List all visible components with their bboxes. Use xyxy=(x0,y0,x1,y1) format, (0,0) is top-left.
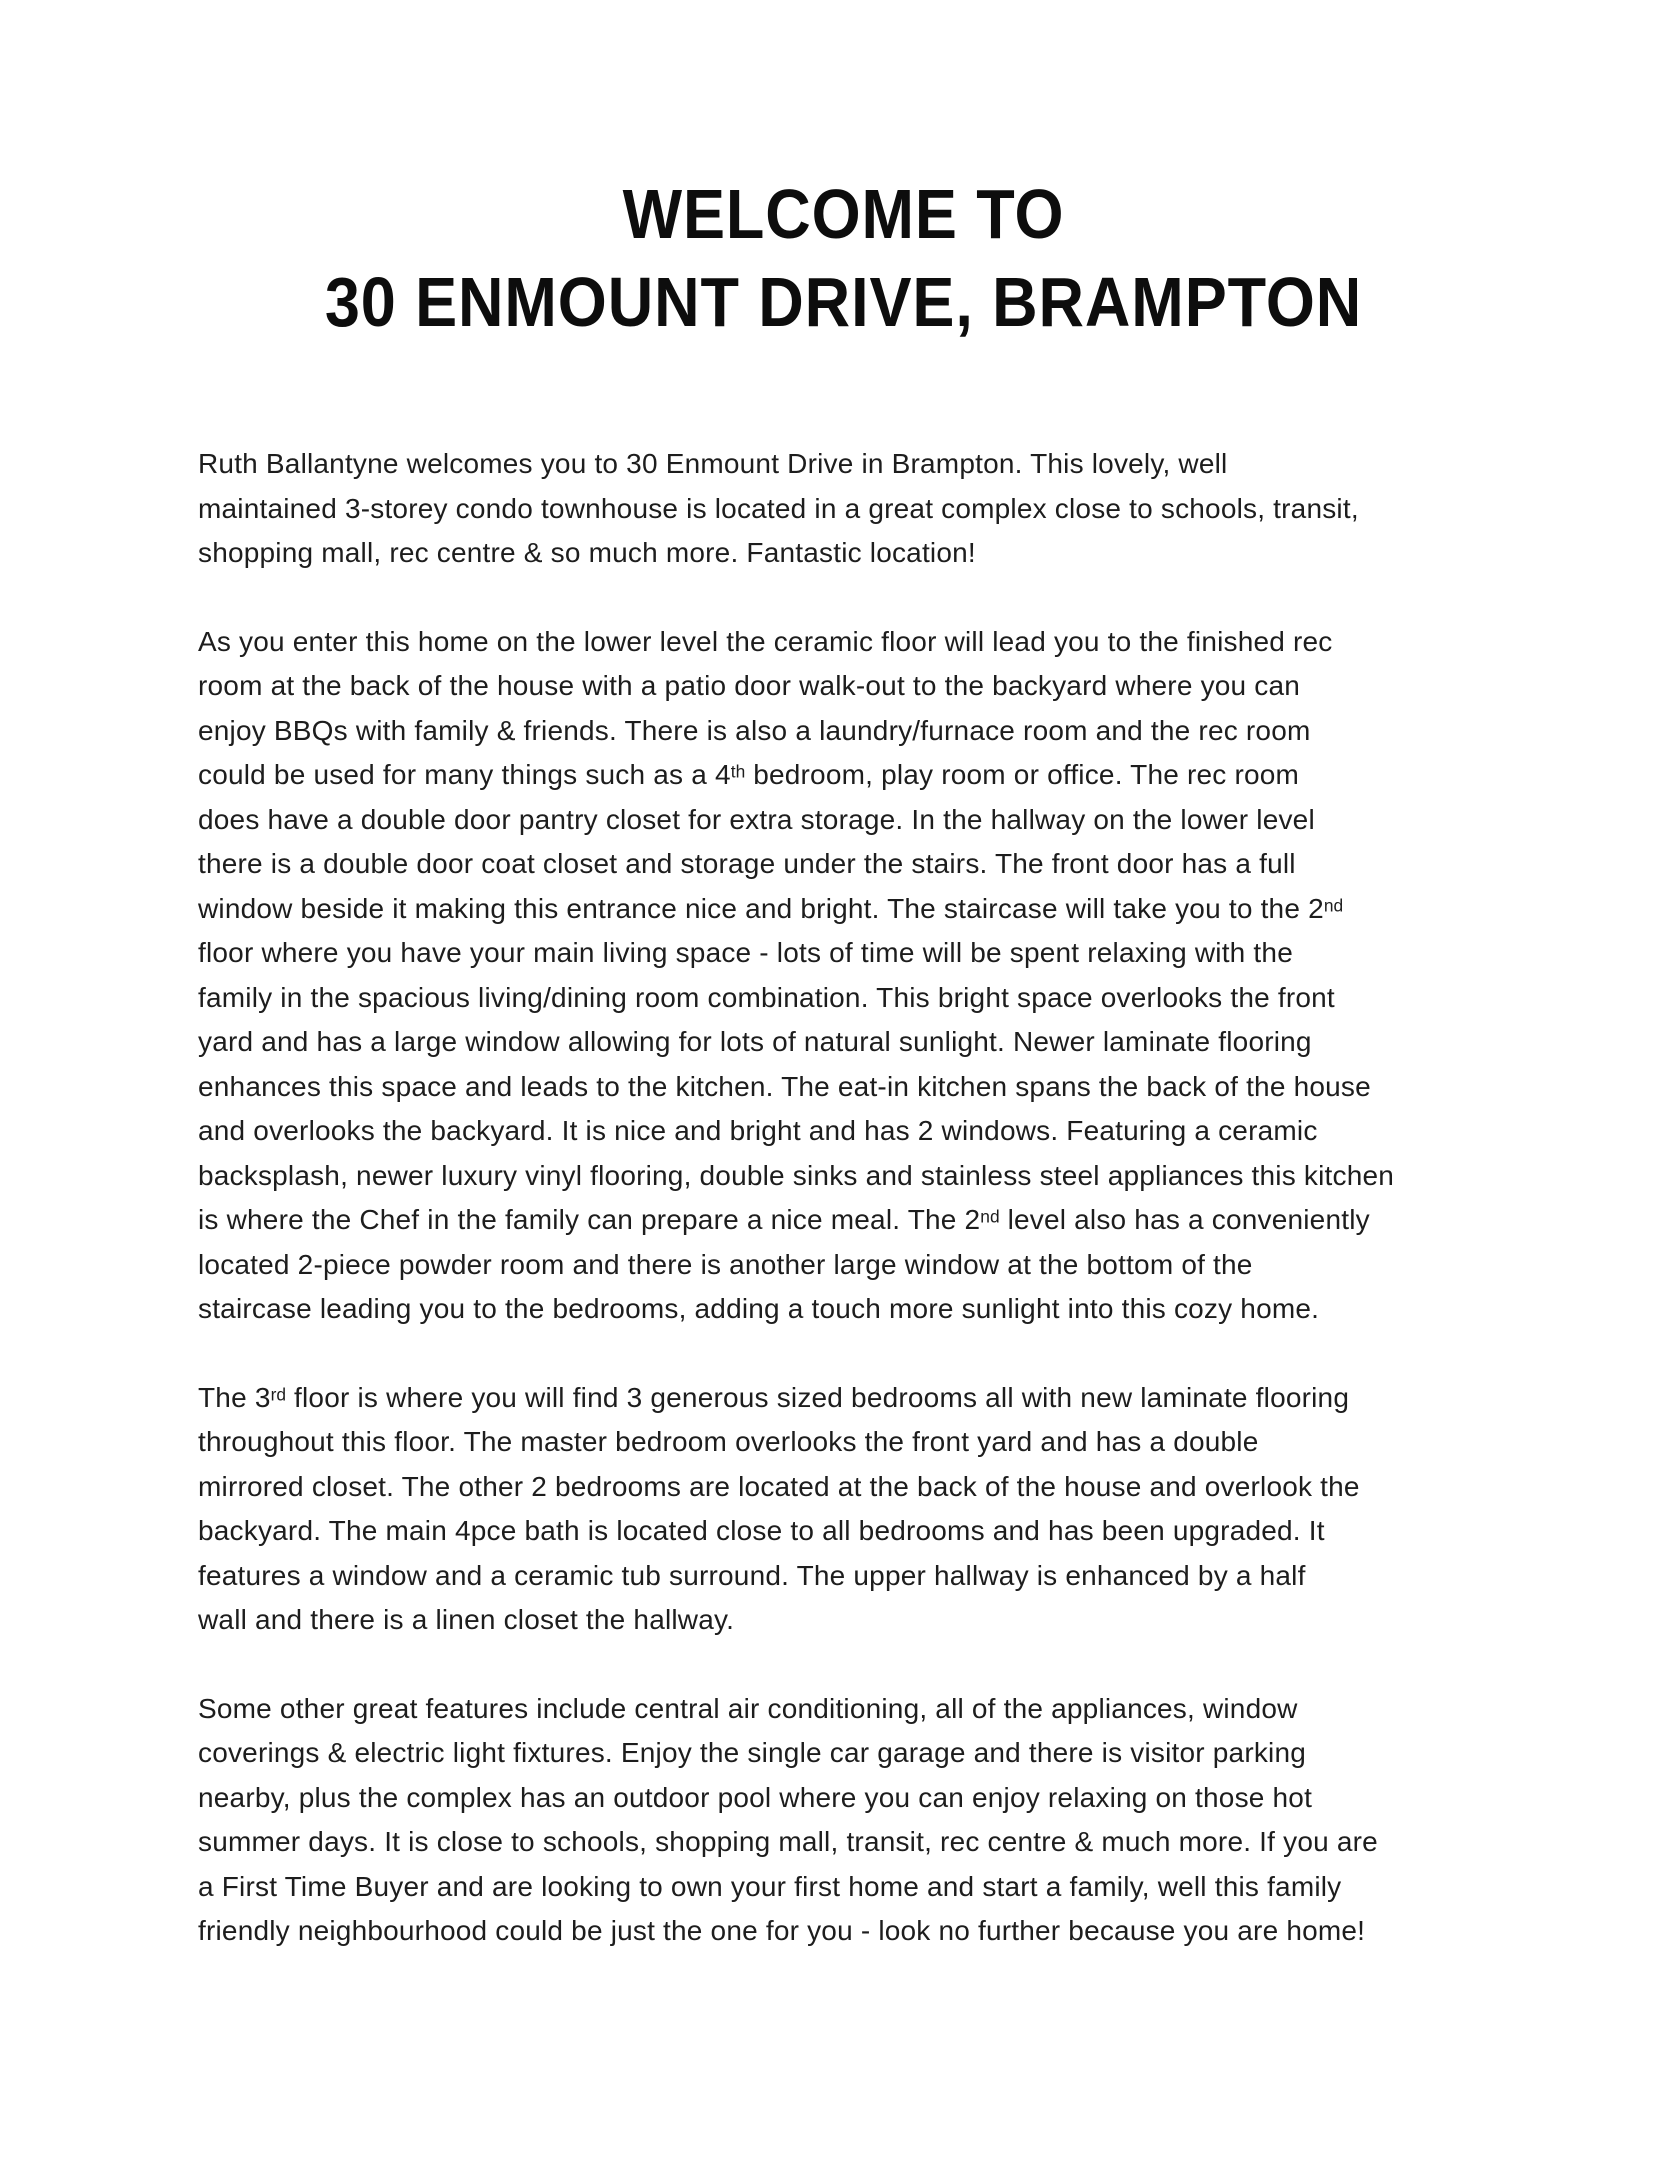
page-title xyxy=(263,170,1425,346)
title-line-welcome: WELCOME TO xyxy=(622,175,1065,253)
paragraph-third-floor: The 3rd floor is where you will find 3 generous sized bedrooms all with new laminate flooring throughout this floor. The master bedroom overlooks the front yard and has a double mirrored closet. The other 2 bedrooms are located at the back of the house and overlook the backyard. The main 4pce bath is located close to all bedrooms and has been upgraded. It features a window and a ceramic tub surround. The upper hallway is enhanced by a half wall and there is a linen closet the hallway. xyxy=(198,1381,1360,1635)
paragraph-lower-level: As you enter this home on the lower level the ceramic floor will lead you to the finished rec room at the back of the house with a patio door walk-out to the backyard where you can enjoy BBQs with family & friends. There is also a laundry/furnace room and the rec room could be used for many things such as a 4th bedroom, play room or office. The rec room does have a double door pantry closet for extra storage. In the hallway on the lower level there is a double door coat closet and storage under the stairs. The front door has a full window beside it making this entrance nice and bright. The staircase will take you to the 2nd floor where you have your main living space - lots of time will be spent relaxing with the family in the spacious living/dining room combination. This bright space overlooks the front yard and has a large window allowing for lots of natural sunlight. Newer laminate flooring enhances this space and leads to the kitchen. The eat-in kitchen spans the back of the house and overlooks the backyard. It is nice and bright and has 2 windows. Featuring a ceramic backsplash, newer luxury vinyl flooring, double sinks and stainless steel appliances this kitchen is where the Chef in the family can prepare a nice meal. The 2nd level also has a conveniently located 2-piece powder room and there is another large window at the bottom of the staircase leading you to the bedrooms, adding a touch more sunlight into this cozy home. xyxy=(198,625,1395,1324)
paragraph-intro: Ruth Ballantyne welcomes you to 30 Enmount Drive in Brampton. This lovely, well maintained 3-storey condo townhouse is located in a great complex close to schools, transit, shopping mall, rec centre & so much more. Fantastic location! xyxy=(198,448,1359,568)
paragraph-other-features: Some other great features include central air conditioning, all of the appliances, window coverings & electric light fixtures. Enjoy the single car garage and there is visitor parking nearby, plus the complex has an outdoor pool where you can enjoy relaxing on those hot summer days. It is close to schools, shopping mall, transit, rec centre & much more. If you are a First Time Buyer and are looking to own your first home and start a family, well this family friendly neighbourhood could be just the one for you - look no further because you are home! xyxy=(198,1692,1378,1946)
title-line-address: 30 ENMOUNT DRIVE, BRAMPTON xyxy=(324,263,1363,341)
